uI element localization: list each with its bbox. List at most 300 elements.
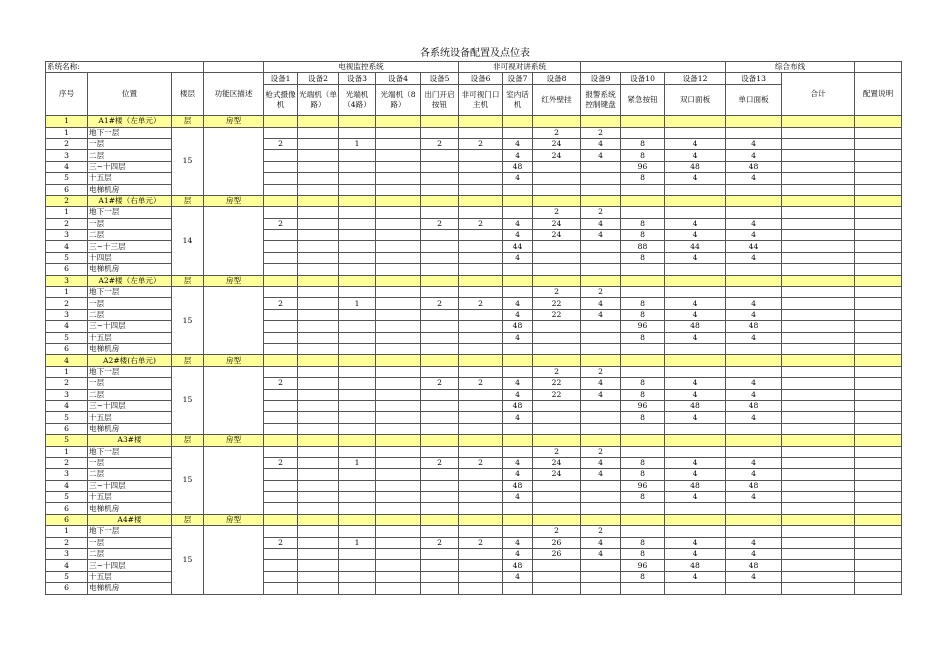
device-value: 4 bbox=[665, 549, 726, 560]
device-value: 4 bbox=[665, 457, 726, 468]
building-floor-label: 层 bbox=[172, 355, 204, 366]
device-value bbox=[533, 332, 581, 343]
device-value: 4 bbox=[665, 230, 726, 241]
device-value: 4 bbox=[503, 492, 533, 503]
device-name: 紧急按钮 bbox=[621, 84, 665, 115]
device-name: 光端机（4路） bbox=[339, 84, 376, 115]
row-position: 十五层 bbox=[88, 492, 172, 503]
row-position: 二层 bbox=[88, 549, 172, 560]
header-blank bbox=[855, 62, 902, 73]
device-value: 2 bbox=[581, 526, 621, 537]
device-value bbox=[264, 389, 298, 400]
row-total bbox=[782, 287, 855, 298]
building-cell bbox=[581, 514, 621, 525]
building-row bbox=[46, 435, 902, 446]
building-cell bbox=[459, 195, 503, 206]
device-value bbox=[376, 241, 421, 252]
row-remark bbox=[855, 446, 902, 457]
device-value bbox=[339, 241, 376, 252]
device-value bbox=[581, 560, 621, 571]
building-cell bbox=[665, 355, 726, 366]
device-value bbox=[376, 366, 421, 377]
device-value bbox=[339, 469, 376, 480]
row-position: 电梯机房 bbox=[88, 184, 172, 195]
device-value: 4 bbox=[665, 150, 726, 161]
device-value bbox=[621, 446, 665, 457]
device-value bbox=[298, 549, 339, 560]
device-value bbox=[726, 423, 782, 434]
device-value bbox=[421, 503, 459, 514]
device-value bbox=[459, 571, 503, 582]
row-seq: 5 bbox=[46, 492, 88, 503]
device-value bbox=[339, 184, 376, 195]
building-row bbox=[46, 514, 902, 525]
row-remark bbox=[855, 161, 902, 172]
device-value: 8 bbox=[621, 298, 665, 309]
device-value: 2 bbox=[264, 218, 298, 229]
device-value bbox=[339, 332, 376, 343]
building-cell bbox=[503, 435, 533, 446]
device-value bbox=[459, 241, 503, 252]
device-value bbox=[264, 161, 298, 172]
device-value bbox=[376, 127, 421, 138]
device-value bbox=[376, 583, 421, 594]
device-value bbox=[298, 332, 339, 343]
row-remark bbox=[855, 150, 902, 161]
device-value: 4 bbox=[581, 309, 621, 320]
device-value: 44 bbox=[503, 241, 533, 252]
building-type-label: 房型 bbox=[204, 195, 264, 206]
device-value bbox=[264, 321, 298, 332]
building-cell bbox=[581, 435, 621, 446]
building-cell bbox=[339, 116, 376, 127]
device-value: 2 bbox=[533, 366, 581, 377]
device-value bbox=[459, 321, 503, 332]
row-total bbox=[782, 583, 855, 594]
row-remark bbox=[855, 207, 902, 218]
device-value bbox=[264, 583, 298, 594]
device-value bbox=[339, 207, 376, 218]
device-value bbox=[298, 446, 339, 457]
building-seq: 3 bbox=[46, 275, 88, 286]
row-total bbox=[782, 173, 855, 184]
row-seq: 2 bbox=[46, 138, 88, 149]
device-value bbox=[376, 298, 421, 309]
device-value bbox=[298, 412, 339, 423]
device-value bbox=[376, 173, 421, 184]
device-value bbox=[459, 412, 503, 423]
device-value: 4 bbox=[665, 412, 726, 423]
device-value bbox=[503, 264, 533, 275]
row-seq: 2 bbox=[46, 298, 88, 309]
device-value bbox=[339, 571, 376, 582]
device-value bbox=[621, 366, 665, 377]
device-value bbox=[376, 264, 421, 275]
row-remark bbox=[855, 298, 902, 309]
device-value: 48 bbox=[665, 480, 726, 491]
building-cell bbox=[503, 195, 533, 206]
device-value: 48 bbox=[665, 161, 726, 172]
row-position: 电梯机房 bbox=[88, 264, 172, 275]
device-value bbox=[298, 161, 339, 172]
device-value: 2 bbox=[581, 366, 621, 377]
row-total bbox=[782, 161, 855, 172]
building-cell bbox=[782, 195, 855, 206]
header-floor: 楼层 bbox=[172, 73, 204, 116]
device-value bbox=[581, 412, 621, 423]
device-value bbox=[339, 230, 376, 241]
device-code: 设备6 bbox=[459, 73, 503, 84]
device-value: 4 bbox=[503, 469, 533, 480]
device-value bbox=[264, 332, 298, 343]
row-seq: 4 bbox=[46, 560, 88, 571]
building-cell bbox=[581, 275, 621, 286]
device-value: 4 bbox=[726, 298, 782, 309]
building-cell bbox=[665, 514, 726, 525]
device-name: 红外壁挂 bbox=[533, 84, 581, 115]
device-value bbox=[339, 252, 376, 263]
device-value: 8 bbox=[621, 549, 665, 560]
building-cell bbox=[376, 514, 421, 525]
row-remark bbox=[855, 389, 902, 400]
device-value: 48 bbox=[726, 161, 782, 172]
device-value: 8 bbox=[621, 412, 665, 423]
floors-total: 15 bbox=[172, 446, 204, 514]
device-value bbox=[459, 400, 503, 411]
device-value bbox=[339, 161, 376, 172]
function-desc bbox=[204, 287, 264, 355]
device-value bbox=[533, 184, 581, 195]
device-value bbox=[264, 469, 298, 480]
row-remark bbox=[855, 230, 902, 241]
header-position: 位置 bbox=[88, 73, 172, 116]
row-total bbox=[782, 264, 855, 275]
row-total bbox=[782, 389, 855, 400]
building-cell bbox=[298, 195, 339, 206]
building-cell bbox=[621, 195, 665, 206]
equipment-table bbox=[45, 61, 902, 595]
device-value: 4 bbox=[665, 298, 726, 309]
row-position: 地下一层 bbox=[88, 446, 172, 457]
building-name: A3#楼 bbox=[88, 435, 172, 446]
device-value bbox=[581, 492, 621, 503]
device-value: 4 bbox=[581, 138, 621, 149]
device-value bbox=[264, 560, 298, 571]
device-value bbox=[376, 457, 421, 468]
device-value bbox=[339, 423, 376, 434]
building-cell bbox=[581, 195, 621, 206]
building-cell bbox=[533, 514, 581, 525]
device-value bbox=[665, 583, 726, 594]
device-value bbox=[339, 150, 376, 161]
row-position: 二层 bbox=[88, 469, 172, 480]
device-value bbox=[376, 503, 421, 514]
device-value bbox=[298, 127, 339, 138]
device-value: 4 bbox=[726, 252, 782, 263]
device-value bbox=[376, 138, 421, 149]
device-value: 2 bbox=[533, 287, 581, 298]
device-value bbox=[376, 218, 421, 229]
floors-total: 14 bbox=[172, 207, 204, 275]
device-value bbox=[376, 252, 421, 263]
device-value bbox=[533, 241, 581, 252]
device-value bbox=[726, 127, 782, 138]
device-value: 4 bbox=[665, 571, 726, 582]
device-value: 4 bbox=[581, 457, 621, 468]
row-remark bbox=[855, 309, 902, 320]
device-code: 设备8 bbox=[533, 73, 581, 84]
device-value bbox=[339, 366, 376, 377]
row-seq: 1 bbox=[46, 127, 88, 138]
device-value: 4 bbox=[581, 218, 621, 229]
device-code: 设备5 bbox=[421, 73, 459, 84]
row-total bbox=[782, 218, 855, 229]
building-cell bbox=[264, 275, 298, 286]
device-value: 8 bbox=[621, 378, 665, 389]
device-value bbox=[339, 503, 376, 514]
device-value bbox=[339, 173, 376, 184]
device-value bbox=[726, 366, 782, 377]
device-value: 24 bbox=[533, 230, 581, 241]
group-video: 电视监控系统 bbox=[264, 62, 459, 73]
device-value: 44 bbox=[726, 241, 782, 252]
device-value: 1 bbox=[339, 138, 376, 149]
row-remark bbox=[855, 343, 902, 354]
device-value: 2 bbox=[421, 537, 459, 548]
device-value: 4 bbox=[726, 138, 782, 149]
row-seq: 1 bbox=[46, 366, 88, 377]
row-position: 地下一层 bbox=[88, 127, 172, 138]
device-value bbox=[298, 287, 339, 298]
row-seq: 1 bbox=[46, 446, 88, 457]
building-cell bbox=[855, 195, 902, 206]
device-value bbox=[581, 503, 621, 514]
device-value bbox=[339, 400, 376, 411]
building-type-label: 房型 bbox=[204, 116, 264, 127]
device-value bbox=[298, 469, 339, 480]
device-value bbox=[621, 184, 665, 195]
device-value bbox=[726, 583, 782, 594]
device-value: 4 bbox=[503, 457, 533, 468]
device-value: 2 bbox=[421, 218, 459, 229]
device-value: 48 bbox=[503, 321, 533, 332]
device-value bbox=[339, 583, 376, 594]
device-value bbox=[376, 184, 421, 195]
row-position: 一层 bbox=[88, 378, 172, 389]
building-floor-label: 层 bbox=[172, 514, 204, 525]
device-value: 2 bbox=[264, 378, 298, 389]
building-cell bbox=[503, 355, 533, 366]
building-cell bbox=[298, 514, 339, 525]
building-cell bbox=[665, 195, 726, 206]
device-value bbox=[376, 537, 421, 548]
device-value bbox=[421, 207, 459, 218]
header-function: 功能区描述 bbox=[204, 73, 264, 116]
device-value: 4 bbox=[665, 537, 726, 548]
device-value bbox=[581, 321, 621, 332]
device-value bbox=[665, 287, 726, 298]
device-value bbox=[376, 150, 421, 161]
building-cell bbox=[264, 435, 298, 446]
building-floor-label: 层 bbox=[172, 275, 204, 286]
device-value: 4 bbox=[581, 230, 621, 241]
building-seq: 6 bbox=[46, 514, 88, 525]
row-total bbox=[782, 526, 855, 537]
device-value bbox=[376, 343, 421, 354]
device-value: 4 bbox=[665, 389, 726, 400]
device-value: 24 bbox=[533, 469, 581, 480]
device-value bbox=[298, 298, 339, 309]
device-value bbox=[533, 161, 581, 172]
device-value bbox=[298, 252, 339, 263]
device-value bbox=[459, 469, 503, 480]
row-seq: 3 bbox=[46, 230, 88, 241]
device-value bbox=[665, 264, 726, 275]
device-value bbox=[621, 207, 665, 218]
device-value: 4 bbox=[665, 173, 726, 184]
building-cell bbox=[533, 355, 581, 366]
device-value: 4 bbox=[726, 537, 782, 548]
header-remark: 配置说明 bbox=[855, 73, 902, 116]
building-cell bbox=[298, 275, 339, 286]
device-value: 4 bbox=[726, 492, 782, 503]
building-cell bbox=[459, 116, 503, 127]
device-value: 4 bbox=[503, 298, 533, 309]
row-position: 地下一层 bbox=[88, 287, 172, 298]
device-value bbox=[581, 173, 621, 184]
device-value: 4 bbox=[726, 469, 782, 480]
device-value bbox=[503, 423, 533, 434]
row-total bbox=[782, 138, 855, 149]
row-seq: 4 bbox=[46, 321, 88, 332]
device-value: 2 bbox=[264, 457, 298, 468]
row-total bbox=[782, 457, 855, 468]
building-name: A1#楼（右单元） bbox=[88, 195, 172, 206]
device-value bbox=[459, 161, 503, 172]
device-value: 2 bbox=[459, 298, 503, 309]
device-value bbox=[726, 343, 782, 354]
device-value bbox=[376, 378, 421, 389]
row-total bbox=[782, 241, 855, 252]
system-name-label: 系统名称: bbox=[46, 62, 204, 73]
function-desc bbox=[204, 207, 264, 275]
device-value bbox=[581, 252, 621, 263]
device-value: 4 bbox=[503, 332, 533, 343]
device-value: 24 bbox=[533, 150, 581, 161]
device-value: 4 bbox=[503, 378, 533, 389]
device-value bbox=[581, 423, 621, 434]
device-value: 2 bbox=[459, 378, 503, 389]
building-cell bbox=[503, 275, 533, 286]
device-value: 2 bbox=[421, 298, 459, 309]
building-cell bbox=[533, 435, 581, 446]
building-row bbox=[46, 195, 902, 206]
building-cell bbox=[533, 195, 581, 206]
device-value: 4 bbox=[665, 252, 726, 263]
row-position: 二层 bbox=[88, 389, 172, 400]
building-cell bbox=[264, 195, 298, 206]
device-value bbox=[376, 492, 421, 503]
row-total bbox=[782, 309, 855, 320]
device-value: 2 bbox=[264, 298, 298, 309]
building-cell bbox=[339, 355, 376, 366]
device-value: 2 bbox=[533, 127, 581, 138]
row-remark bbox=[855, 264, 902, 275]
device-value bbox=[581, 480, 621, 491]
device-code: 设备1 bbox=[264, 73, 298, 84]
device-value bbox=[339, 526, 376, 537]
building-cell bbox=[782, 275, 855, 286]
building-cell bbox=[855, 514, 902, 525]
device-value bbox=[421, 492, 459, 503]
device-value bbox=[459, 207, 503, 218]
building-cell bbox=[421, 514, 459, 525]
device-value bbox=[264, 241, 298, 252]
building-cell bbox=[855, 116, 902, 127]
device-value bbox=[421, 309, 459, 320]
device-value bbox=[264, 366, 298, 377]
device-value: 4 bbox=[726, 571, 782, 582]
row-seq: 6 bbox=[46, 583, 88, 594]
device-value: 22 bbox=[533, 378, 581, 389]
row-total bbox=[782, 571, 855, 582]
device-value: 2 bbox=[421, 457, 459, 468]
device-value bbox=[503, 343, 533, 354]
device-value bbox=[339, 343, 376, 354]
device-value bbox=[376, 480, 421, 491]
building-cell bbox=[376, 355, 421, 366]
device-value: 4 bbox=[503, 150, 533, 161]
row-remark bbox=[855, 400, 902, 411]
row-seq: 1 bbox=[46, 287, 88, 298]
device-name: 光端机（单路） bbox=[298, 84, 339, 115]
device-value bbox=[376, 389, 421, 400]
device-value bbox=[581, 343, 621, 354]
device-value bbox=[533, 343, 581, 354]
row-total bbox=[782, 207, 855, 218]
device-value bbox=[376, 549, 421, 560]
row-remark bbox=[855, 218, 902, 229]
device-value: 4 bbox=[503, 230, 533, 241]
device-value bbox=[264, 446, 298, 457]
device-value bbox=[421, 583, 459, 594]
building-cell bbox=[726, 195, 782, 206]
building-cell bbox=[459, 355, 503, 366]
device-value: 44 bbox=[665, 241, 726, 252]
row-remark bbox=[855, 423, 902, 434]
device-value bbox=[665, 207, 726, 218]
device-value bbox=[298, 241, 339, 252]
device-value: 4 bbox=[726, 412, 782, 423]
device-value bbox=[621, 287, 665, 298]
device-value: 96 bbox=[621, 400, 665, 411]
device-value: 24 bbox=[533, 138, 581, 149]
row-total bbox=[782, 366, 855, 377]
row-total bbox=[782, 492, 855, 503]
row-remark bbox=[855, 412, 902, 423]
building-type-label: 房型 bbox=[204, 355, 264, 366]
group-intercom: 非可视对讲系统 bbox=[459, 62, 581, 73]
device-value bbox=[421, 184, 459, 195]
device-value bbox=[581, 161, 621, 172]
device-value: 4 bbox=[581, 537, 621, 548]
device-value bbox=[298, 366, 339, 377]
device-value bbox=[503, 526, 533, 537]
row-position: 三~十三层 bbox=[88, 241, 172, 252]
row-remark bbox=[855, 378, 902, 389]
device-code: 设备2 bbox=[298, 73, 339, 84]
building-cell bbox=[621, 116, 665, 127]
